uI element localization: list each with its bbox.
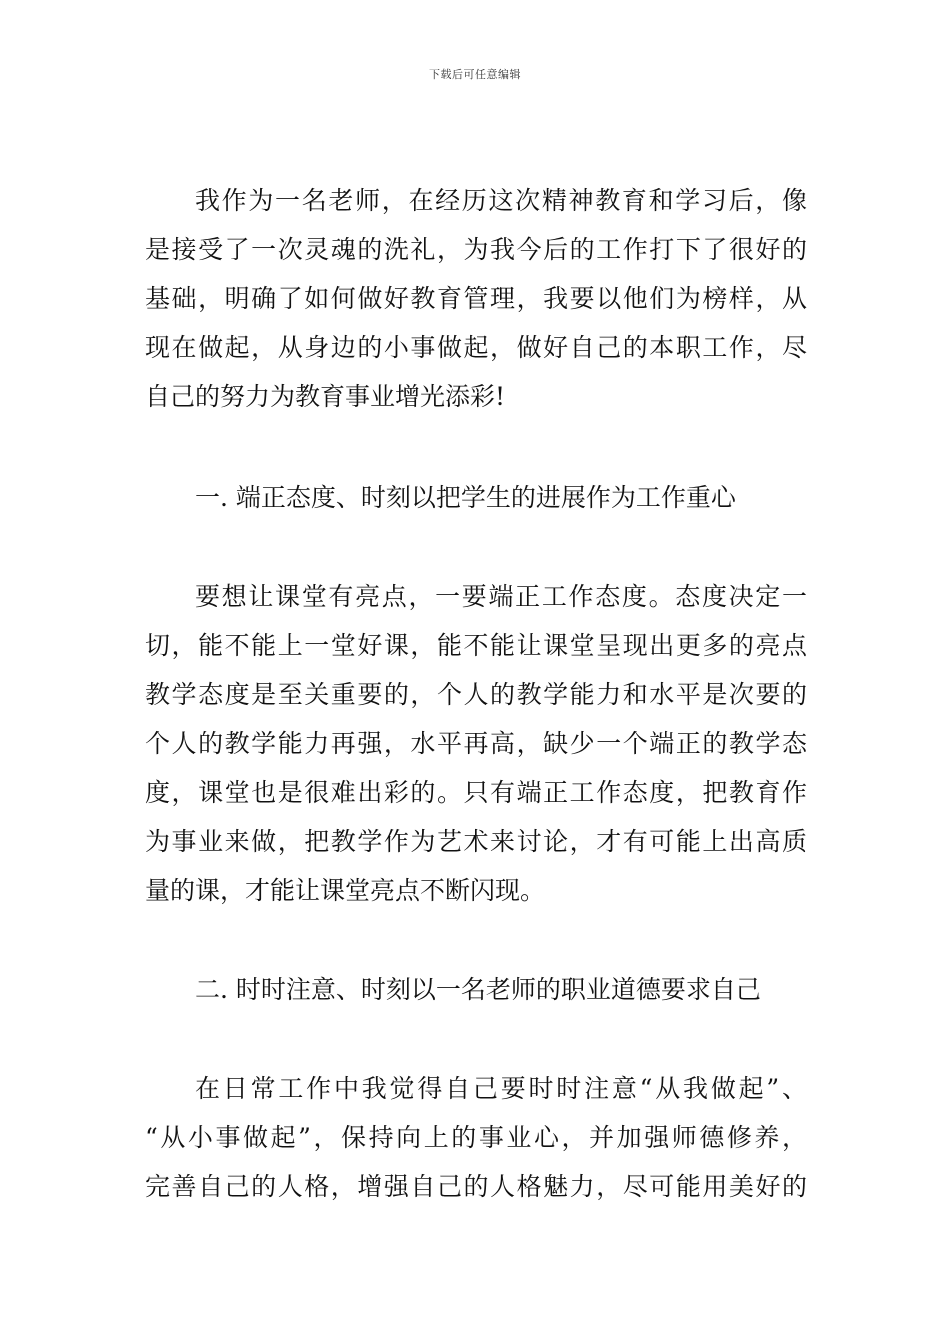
paragraph-line: 为事业来做，把教学作为艺术来讨论，才有可能上出高质 [145,827,807,856]
paragraph-line: 要想让课堂有亮点，一要端正工作态度。态度决定一 [195,582,807,611]
paragraph-3 [145,1064,807,1211]
paragraph-line: 量的课，才能让课堂亮点不断闪现。 [145,876,546,905]
paragraph-line: 教学态度是至关重要的，个人的教学能力和水平是次要的 [145,680,807,709]
paragraph-line: 切，能不能上一堂好课，能不能让课堂呈现出更多的亮点 [145,631,807,660]
section-heading-1: 一. 端正态度、时刻以把学生的进展作为工作重心 [195,483,736,512]
paragraph-line: 完善自己的人格，增强自己的人格魅力，尽可能用美好的 [145,1172,807,1201]
paragraph-line: 是接受了一次灵魂的洗礼，为我今后的工作打下了很好的 [145,235,807,264]
paragraph-line: 自己的努力为教育事业增光添彩! [145,382,506,411]
paragraph-1 [145,176,807,421]
paragraph-2 [145,572,807,915]
paragraph-line: 在日常工作中我觉得自己要时时注意“从我做起”、 [195,1074,807,1103]
section-heading-2: 二. 时时注意、时刻以一名老师的职业道德要求自己 [195,975,761,1004]
paragraph-line: 个人的教学能力再强，水平再高，缺少一个端正的教学态 [145,729,807,758]
paragraph-line: 度，课堂也是很难出彩的。只有端正工作态度，把教育作 [145,778,807,807]
paragraph-line: 我作为一名老师，在经历这次精神教育和学习后，像 [195,186,807,215]
document-body [145,176,807,1211]
paragraph-line: 现在做起，从身边的小事做起，做好自己的本职工作，尽 [145,333,807,362]
header-note: 下载后可任意编辑 [429,68,521,81]
paragraph-line: “从小事做起”，保持向上的事业心，并加强师德修养， [145,1123,807,1152]
paragraph-line: 基础，明确了如何做好教育管理，我要以他们为榜样，从 [145,284,807,313]
